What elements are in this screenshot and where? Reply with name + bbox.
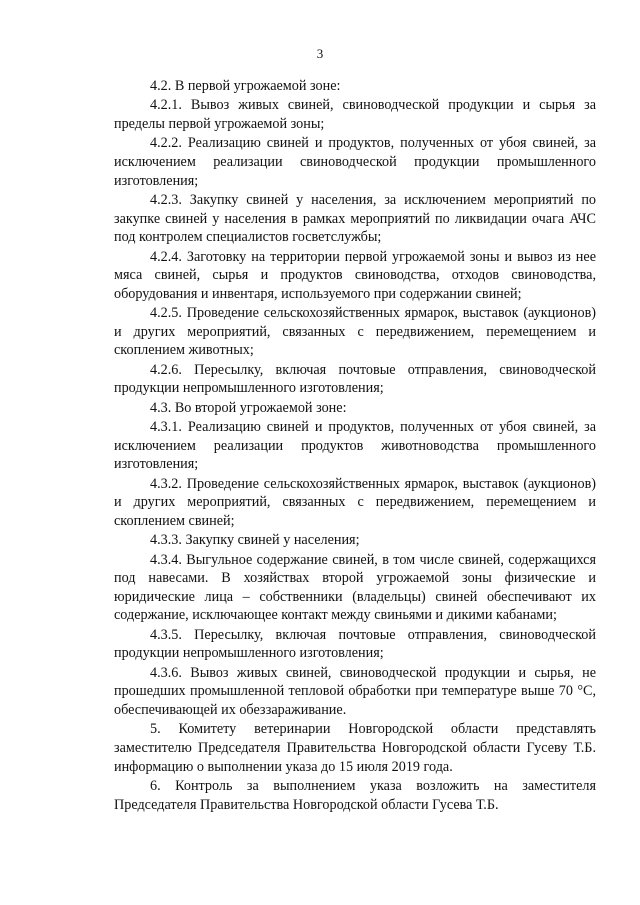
paragraph-4-3-6: 4.3.6. Вывоз живых свиней, свиноводческой продукции и сырья, не прошедших промышленной тепловой обработки при температуре выше 70 °С, обеспечивающей их обеззараживание.: [114, 664, 596, 718]
paragraph-4-2: 4.2. В первой угрожаемой зоне:: [150, 78, 341, 94]
paragraph-6: 6. Контроль за выполнением указа возложить на заместителя Председателя Правительства Новгородской области Гусева Т.Б.: [114, 777, 596, 813]
paragraph-4-2-6: 4.2.6. Пересылку, включая почтовые отправления, свиноводческой продукции непромышленного изготовления;: [114, 361, 596, 397]
paragraph-5: 5. Комитету ветеринарии Новгородской области представлять заместителю Председателя Правительства Новгородской области Гусеву Т.Б. информацию о выполнении указа до 15 июля 2019 года.: [114, 721, 596, 775]
paragraph-4-2-1: 4.2.1. Вывоз живых свиней, свиноводческой продукции и сырья за пределы первой угрожаемой зоны;: [114, 97, 596, 132]
page-number: 3: [316, 46, 324, 61]
paragraph-4-3-4: 4.3.4. Выгульное содержание свиней, в том числе свиней, содержащихся под навесами. В хозяйствах второй угрожаемой зоны физические и юридические лица – собственники (владельцы) свиней обеспечивают их содержание, исключающее контакт между свиньями и дикими кабанами;: [114, 551, 596, 624]
paragraph-4-2-2: 4.2.2. Реализацию свиней и продуктов, полученных от убоя свиней, за исключением реализации свиноводческой продукции промышленного изготовления;: [114, 135, 596, 189]
paragraph-4-2-3: 4.2.3. Закупку свиней у населения, за исключением мероприятий по закупке свиней у населения в рамках мероприятий по ликвидации очага АЧС под контролем специалистов госветслужбы;: [114, 191, 596, 246]
paragraph-4-3-2: 4.3.2. Проведение сельскохозяйственных ярмарок, выставок (аукционов) и других мероприятий, связанных с передвижением, перемещением и скоплением свиней;: [114, 475, 596, 529]
paragraph-4-2-4: 4.2.4. Заготовку на территории первой угрожаемой зоны и вывоз из нее мяса свиней, сырья и продуктов свиноводства, отходов свиноводства, оборудования и инвентаря, используемого при содержании свиней;: [114, 248, 596, 302]
paragraph-4-3-1: 4.3.1. Реализацию свиней и продуктов, полученных от убоя свиней, за исключением реализации продуктов животноводства промышленного изготовления;: [114, 419, 596, 473]
paragraph-4-2-5: 4.2.5. Проведение сельскохозяйственных ярмарок, выставок (аукционов) и других мероприятий, связанных с передвижением, перемещением и скоплением животных;: [114, 305, 596, 359]
document-body: [114, 77, 596, 815]
paragraph-4-3-5: 4.3.5. Пересылку, включая почтовые отправления, свиноводческой продукции непромышленного изготовления;: [114, 626, 596, 662]
paragraph-4-3: 4.3. Во второй угрожаемой зоне:: [150, 399, 347, 416]
paragraph-4-3-3: 4.3.3. Закупку свиней у населения;: [150, 532, 360, 549]
